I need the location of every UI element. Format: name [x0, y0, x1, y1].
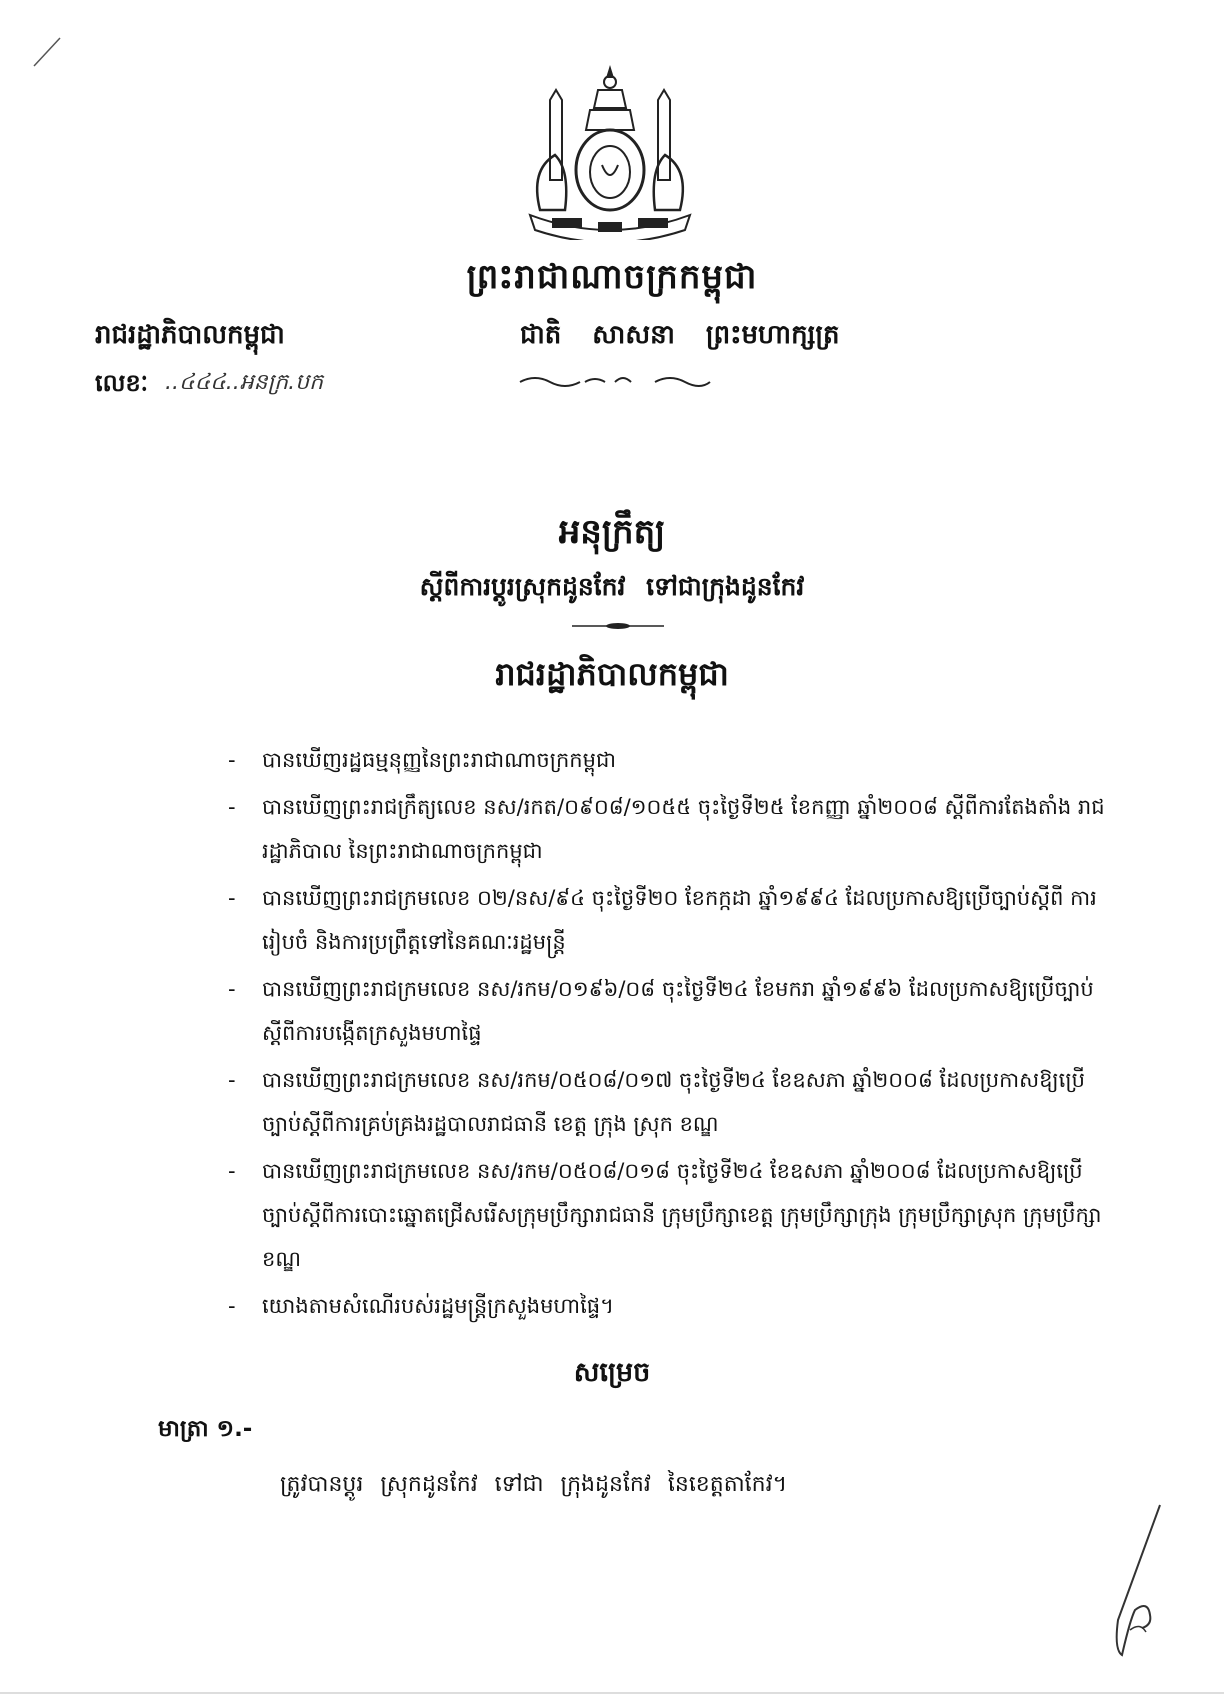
- list-item-text: បានឃើញរដ្ឋធម្មនុញ្ញនៃព្រះរាជាណាចក្រកម្ពុជា: [262, 748, 616, 772]
- document-number-value: ..៤៤៤..អនក្រ.បក: [165, 370, 324, 395]
- list-item-text: យោងតាមសំណើរបស់រដ្ឋមន្ត្រីក្រសួងមហាផ្ទៃ។: [262, 1294, 614, 1318]
- list-item: [228, 1149, 1123, 1281]
- list-dash: -: [228, 1294, 236, 1318]
- kingdom-title: ព្រះរាជាណាចក្រកម្ពុជា: [466, 257, 758, 297]
- national-motto: ជាតិ សាសនា ព្រះមហាក្សត្រ: [520, 320, 840, 350]
- list-item: [228, 738, 1123, 782]
- list-dash: -: [228, 1068, 236, 1092]
- list-item-text: បានឃើញព្រះរាជក្រមលេខ នស/រកម/០៥០៨/០១៨ ចុះថ្ងៃទី២៤ ខែឧសភា ឆ្នាំ២០០៨ ដែលប្រកាសឱ្យប្រើ ច្បាប់ស្តីពីការបោះឆ្នោតជ្រើសរើសក្រុមប្រឹក្សារាជធានី ក្រុមប្រឹក្សាខេត្ត ក្រុមប្រឹក្សាក្រុង ក្រុមប្រឹក្សាស្រុក ក្រុមប្រឹក្សាខណ្ឌ: [262, 1159, 1102, 1271]
- preamble-list: [228, 738, 1123, 1331]
- list-dash: -: [228, 748, 236, 772]
- pen-mark-icon: [30, 30, 70, 70]
- document-type-title: អនុក្រឹត្យ: [558, 512, 666, 552]
- list-dash: -: [228, 977, 236, 1001]
- list-item: [228, 1058, 1123, 1146]
- article-label: មាត្រា ១.-: [158, 1416, 253, 1442]
- list-dash: -: [228, 886, 236, 910]
- issuing-government: រាជរដ្ឋាភិបាលកម្ពុជា: [95, 320, 285, 350]
- document-subject: ស្តីពីការប្តូរស្រុកដូនកែវ ទៅជាក្រុងដូនកែវ: [419, 572, 805, 601]
- list-item-text: បានឃើញព្រះរាជក្រមលេខ ០២/នស/៩៤ ចុះថ្ងៃទី២០ ខែកក្កដា ឆ្នាំ១៩៩៤ ដែលប្រកាសឱ្យប្រើច្បាប់ស្តីពី ការរៀបចំ និងការប្រព្រឹត្តទៅនៃគណៈរដ្ឋមន្ត្រី: [262, 886, 1097, 954]
- list-item: [228, 1284, 1123, 1328]
- list-dash: -: [228, 1159, 236, 1183]
- list-item: [228, 785, 1123, 873]
- title-separator-icon: [572, 620, 664, 632]
- royal-coat-of-arms-icon: [510, 60, 710, 240]
- scan-edge-line: [0, 1692, 1224, 1694]
- list-item: [228, 876, 1123, 964]
- list-dash: -: [228, 795, 236, 819]
- decision-heading: សម្រេច: [573, 1357, 651, 1388]
- list-item-text: បានឃើញព្រះរាជក្រឹត្យលេខ នស/រកត/០៩០៨/១០៥៥ ចុះថ្ងៃទី២៥ ខែកញ្ញា ឆ្នាំ២០០៨ ស្តីពីការតែងតាំង រាជរដ្ឋាភិបាល នៃព្រះរាជាណាចក្រកម្ពុជា: [262, 795, 1105, 863]
- article-text: ត្រូវបានប្តូរ ស្រុកដូនកែវ ទៅជា ក្រុងដូនកែវ នៃខេត្តតាកែវ។: [280, 1472, 788, 1497]
- government-heading: រាជរដ្ឋាភិបាលកម្ពុជា: [495, 655, 729, 693]
- list-item-text: បានឃើញព្រះរាជក្រមលេខ នស/រកម/០៥០៨/០១៧ ចុះថ្ងៃទី២៤ ខែឧសភា ឆ្នាំ២០០៨ ដែលប្រកាសឱ្យប្រើ ច្បាប់ស្តីពីការគ្រប់គ្រងរដ្ឋបាលរាជធានី ខេត្ត ក្រុង ស្រុក ខណ្ឌ: [262, 1068, 1085, 1136]
- list-item: [228, 967, 1123, 1055]
- document-number-label: លេខៈ: [95, 369, 149, 397]
- ornament-divider-icon: [515, 372, 715, 392]
- signature-mark-icon: [1090, 1500, 1180, 1660]
- list-item-text: បានឃើញព្រះរាជក្រមលេខ នស/រកម/០១៩៦/០៨ ចុះថ្ងៃទី២៤ ខែមករា ឆ្នាំ១៩៩៦ ដែលប្រកាសឱ្យប្រើច្បាប់ ស្តីពីការបង្កើតក្រសួងមហាផ្ទៃ: [262, 977, 1094, 1045]
